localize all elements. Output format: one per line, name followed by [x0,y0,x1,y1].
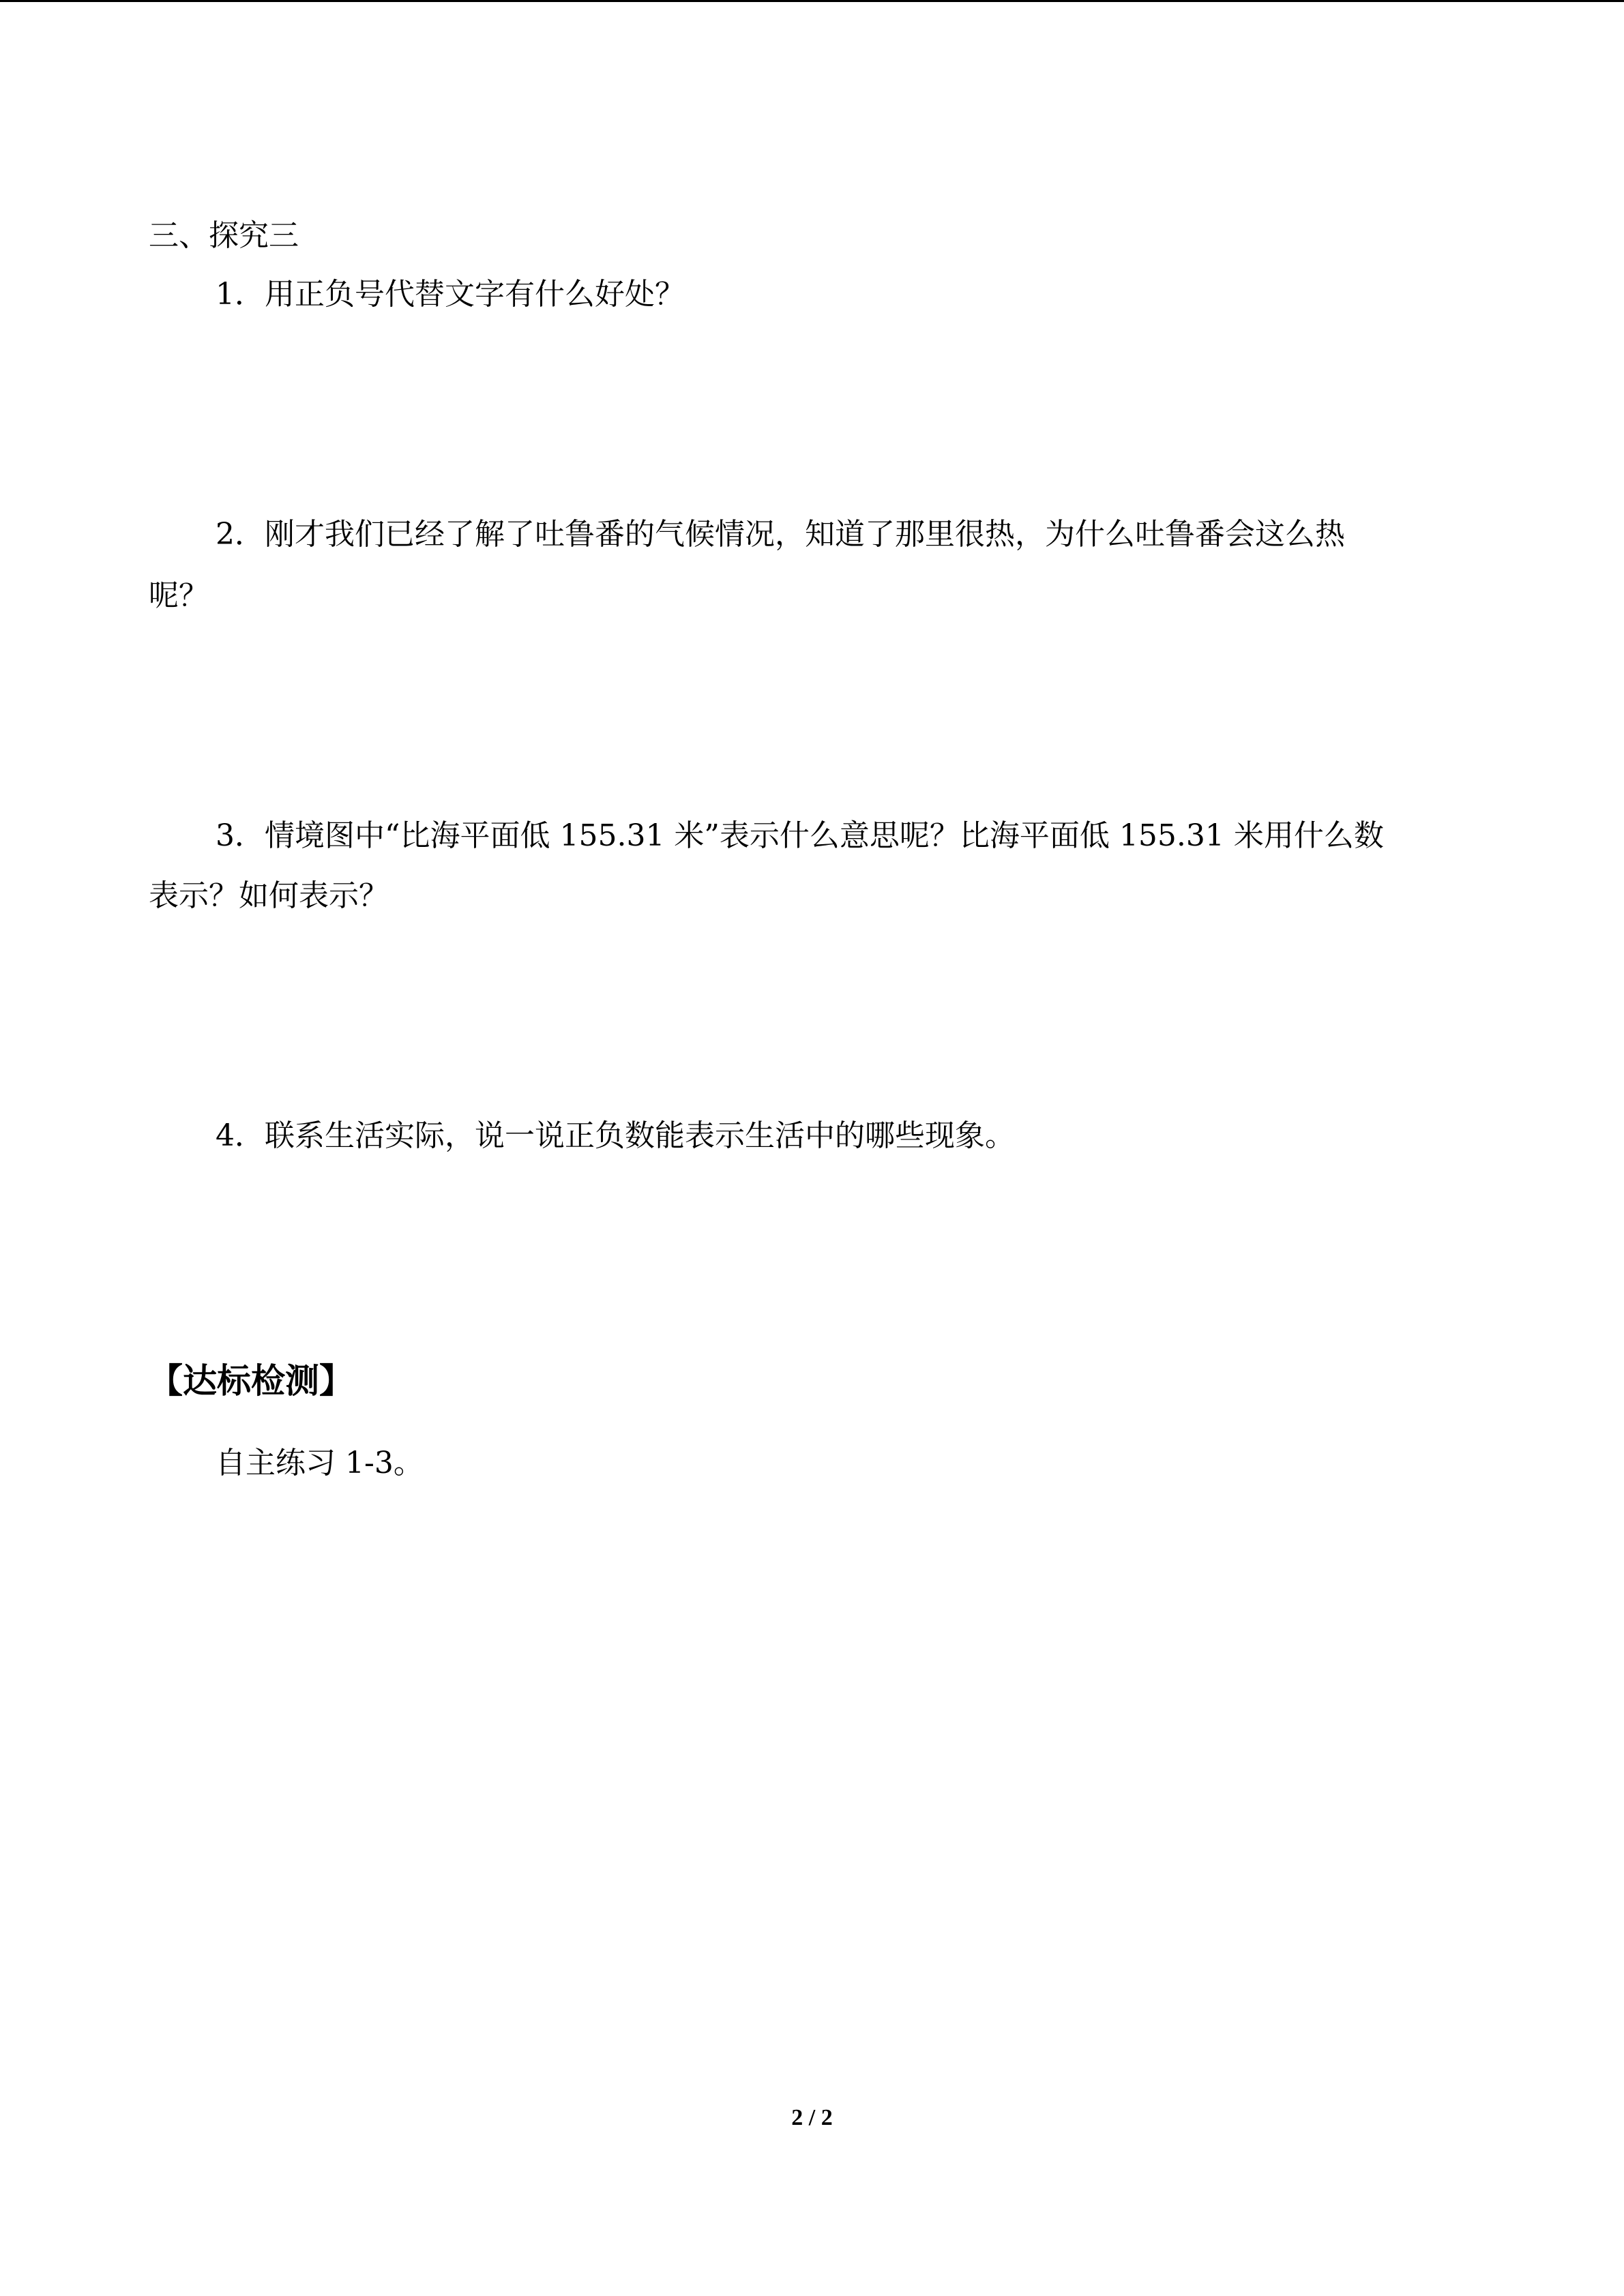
question-3 [216,817,1384,855]
question-1-number: 1． [216,277,265,312]
question-2-text-line-2: 呢？ [149,578,209,613]
question-1-text: 用正负号代替文字有什么好处？ [265,277,685,312]
assessment-heading: 【达标检测】 [149,1361,353,1401]
question-3-text-line-1: 情境图中“比海平面低 155.31 米”表示什么意思呢？比海平面低 155.31 米用什么数 [265,818,1384,853]
question-4-number: 4． [216,1118,265,1153]
question-4 [216,1117,1015,1155]
question-3-text-line-2: 表示？如何表示？ [149,878,389,913]
assessment-text: 自主练习 1-3。 [216,1446,424,1480]
page-number: 2 / 2 [791,2105,833,2130]
question-2-number: 2． [216,517,265,552]
section-heading: 三、探究三 [149,218,299,253]
question-2-text-line-1: 刚才我们已经了解了吐鲁番的气候情况，知道了那里很热，为什么吐鲁番会这么热 [265,517,1345,552]
question-3-number: 3． [216,818,265,853]
question-2 [216,516,1345,554]
question-4-text: 联系生活实际，说一说正负数能表示生活中的哪些现象。 [265,1118,1015,1153]
question-1 [216,275,685,314]
